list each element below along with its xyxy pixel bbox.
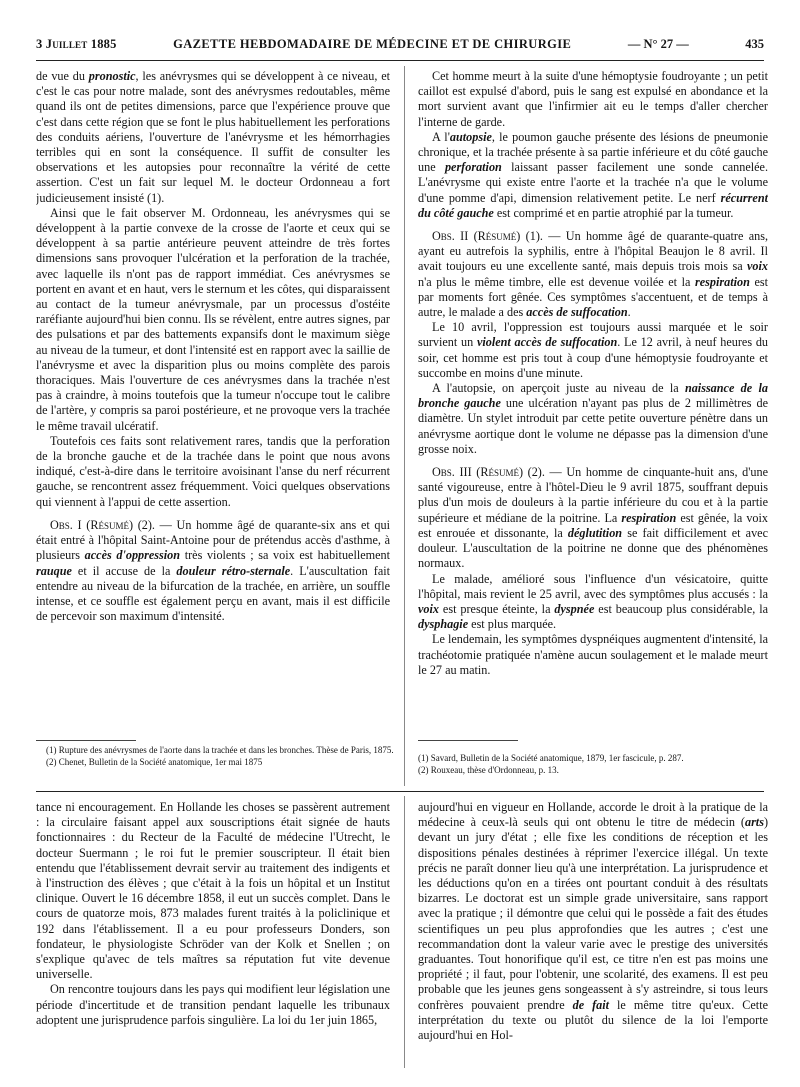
footnotes-top-right: [418, 752, 684, 776]
observation-3: Obs. III (Résumé) (2). — Un homme de cinquante-huit ans, d'une santé vigoureuse, entre à l'hôtel-Dieu le 9 avril 1875, souffrant depuis plus d'un mois de douleurs à la partie inférieure du cou et à la partie supérieure et médiane de la poitrine. La respiration est gênée, la voix est enrouée et dissonante, la déglutition se fait difficilement et avec douleur. L'auscultation de la poitrine ne donne que des phénomènes normaux.: [418, 465, 768, 571]
paragraph: aujourd'hui en vigueur en Hollande, accorde le droit à la pratique de la médecine à ceux-là seuls qui ont obtenu le titre de médecin (arts) devant un jury d'état ; elle fixe les conditions de réception et les dispositions pénales destinées à réprimer l'exercice illégal. Un texte précis ne paraît donner lieu qu'à une interprétation. La jurisprudence et les déductions qu'on en a tirées ont pourtant conduit à des résultats bizarres. Le doctorat est un simple grade universitaire, sans rapport avec la pratique ; il démontre que celui qui le possède a fait des études scientifiques un peu plus approfondies que les autres ; c'est une recommandation dont la valeur varie avec le prestige des universités graduantes. Tout honorifique qu'il est, ce titre n'en est pas moins une propriété ; il faut, pour l'obtenir, une scolarité, des examens. Il est peu probable que les jeunes gens songeassent à s'y astreindre, si tous leurs confrères pouvaient prendre de fait le même titre qu'eux. Cette interprétation du texte ou plutôt du silence de la loi l'emporte aujourd'hui en Hol-: [418, 800, 768, 1043]
footnote-rule: [418, 740, 518, 741]
footnote: (2) Chenet, Bulletin de la Société anatomique, 1er mai 1875: [46, 757, 263, 767]
paragraph: Le 10 avril, l'oppression est toujours aussi marquée et le soir survient un violent accès de suffocation. Le 12 avril, à neuf heures du soir, cet homme est pris tout à coup d'une hémoptysie foudroyante et succombe en moins d'une minute.: [418, 320, 768, 380]
header-rule: [36, 60, 764, 61]
article-column-top-right: [418, 69, 768, 737]
article-column-top-left: [36, 69, 390, 737]
paragraph: On rencontre toujours dans les pays qui modifient leur législation une période d'incertitude et de transition pendant laquelle les tribunaux adoptent une jurisprudence parfois singulière. La loi du 1er juin 1865,: [36, 982, 390, 1027]
column-divider-bottom: [404, 796, 405, 1068]
section-rule: [36, 791, 764, 792]
paragraph: de vue du pronostic, les anévrysmes qui se développent à ce niveau, et c'est le cas pour notre malade, sont des anévrysmes redoutables, même quand ils ont de petites dimensions, parce que l'expérience prouve que c'est dans cette région que se font le plus habituellement les perforations des conduits aériens, l'ouverture de l'anévrysme et les hémorrhagies terribles qui en sont la conséquence. Il suffit de consulter les observations et les autopsies pour reconnaître la vérité de cette assertion. C'est un fait sur lequel M. le docteur Ordonneau a fort judicieusement insisté (1).: [36, 69, 390, 205]
footnote: (1) Savard, Bulletin de la Société anatomique, 1879, 1er fascicule, p. 287.: [418, 753, 684, 763]
footnote-rule: [36, 740, 136, 741]
article-column-bottom-left: [36, 800, 390, 1068]
observation-1: Obs. I (Résumé) (2). — Un homme âgé de quarante-six ans et qui était entré à l'hôpital Saint-Antoine pour de prétendus accès d'asthme, à plusieurs accès d'oppression très violents ; sa voix est habituellement rauque et il accuse de la douleur rétro-sternale. L'auscultation fait entendre au niveau de la bifurcation de la trachée, en arrière, un souffle intense, et ce souffle est également perçu en avant, mais il est difficile de percevoir son maximum d'intensité.: [36, 517, 390, 624]
observation-2: Obs. II (Résumé) (1). — Un homme âgé de quarante-quatre ans, ayant eu autrefois la syphilis, entre à l'hôpital Beaujon le 8 avril. Il avait toujours eu une excellente santé, mais depuis trois mois sa voix n'a plus le même timbre, elle est devenue voilée et la respiration est par moments fort gênée. Ces symptômes s'accentuent, et de temps à autre, le malade a des accès de suffocation.: [418, 229, 768, 320]
footnotes-top-left: [46, 744, 394, 768]
paragraph: Cet homme meurt à la suite d'une hémoptysie foudroyante ; un petit caillot est expulsé d'abord, puis le sang est expulsé en abondance et la mort survient avant que l'infirmier ait eu le temps d'aller chercher l'interne de garde.: [418, 69, 768, 129]
paragraph: Le lendemain, les symptômes dyspnéiques augmentent d'intensité, la trachéotomie pratiquée n'amène aucun soulagement et le malade meurt le 27 au matin.: [418, 632, 768, 677]
issue-number: — N° 27 —: [627, 37, 689, 51]
paragraph: Ainsi que le fait observer M. Ordonneau, les anévrysmes qui se développent à la partie convexe de la crosse de l'aorte et ceux qui se développent à sa partie antérieure peuvent atteindre de très fortes dimensions sans provoquer l'ulcération et la perforation de la trachée, avec laquelle ils n'ont pas de rapport immédiat. Ces anévrysmes se portent en avant et en haut, vers le sternum et les côtes, qui disparaissent au contact de la tumeur anévrysmale, par un processus d'ostéite raréfiante aujourd'hui bien connu. Ils se révèlent, entre autres signes, par des pulsations et par des battements expansifs dont le maximum siège au niveau de la tumeur, et dont l'intensité est en rapport avec la saillie de l'anévrysme et avec la disparition plus ou moins complète des parois thoraciques. Mais l'ouverture de ces anévrysmes dans la trachée n'est pas à craindre, à moins toutefois que la tumeur n'occupe tout le calibre de l'artère, y compris sa paroi postérieure, et ne provoque vers la trachée le même travail ulcératif.: [36, 205, 390, 433]
issue-date: 3 Juillet 1885: [36, 37, 117, 51]
column-divider-top: [404, 66, 405, 786]
paragraph: Toutefois ces faits sont relativement rares, tandis que la perforation de la bronche gauche et de la trachée dans le point que nous avons indiqué, c'est-à-dire dans le territoire avoisinant l'anse du nerf récurrent gauche, se rencontrent assez fréquemment. Voici quelques observations qui viennent à l'appui de cette assertion.: [36, 433, 390, 509]
footnote: (2) Rouxeau, thèse d'Ordonneau, p. 13.: [418, 765, 559, 775]
paragraph: A l'autopsie, on aperçoit juste au niveau de la naissance de la bronche gauche une ulcération n'ayant pas plus de 2 millimètres de diamètre. Un stylet introduit par cette petite ouverture pénètre dans un anévrysme aortique dont le volume ne dépasse pas la dimension d'une grosse noix.: [418, 381, 768, 456]
page-header: [36, 37, 764, 55]
page-number: 435: [745, 37, 764, 51]
footnote: (1) Rupture des anévrysmes de l'aorte dans la trachée et dans les bronches. Thèse de Paris, 1875.: [46, 745, 394, 755]
article-column-bottom-right: [418, 800, 768, 1068]
paragraph: Le malade, amélioré sous l'influence d'un vésicatoire, quitte l'hôpital, mais revient le 25 avril, avec des symptômes plus accusés : la voix est presque éteinte, la dyspnée est beaucoup plus considérable, la dysphagie est plus marquée.: [418, 571, 768, 632]
paragraph: A l'autopsie, le poumon gauche présente des lésions de pneumonie chronique, et la trachée présente à sa partie inférieure et du côté gauche une perforation laissant passer facilement une sonde cannelée. L'anévrysme qui existe entre l'aorte et la trachée n'a que le volume d'une pomme d'api, dimension relativement petite. Le nerf récurrent du côté gauche est comprimé et en partie atrophié par la tumeur.: [418, 129, 768, 220]
journal-title: GAZETTE HEBDOMADAIRE DE MÉDECINE ET DE CHIRURGIE: [173, 37, 572, 51]
paragraph: tance ni encouragement. En Hollande les choses se passèrent autrement : la circulaire faisant appel aux souscriptions était signée de hauts fonctionnaires : du Recteur de la Faculté de médecine l'Utrecht, le docteur Suermann ; le roi fut le premier souscripteur. Il était bien entendu que l'établissement devrait servir au traitement des indigents et à l'instruction des élèves ; que c'était à la fois un hôpital et un Institut clinique. Ouvert le 16 décembre 1858, il eut un succès complet. Dans le cours de quatorze mois, 873 malades furent traités à la policlinique et 192 dans l'établissement. Il a eu pour professeurs Donders, son fondateur, le physiologiste Schröder van der Kolk et Snellen ; on s'explique qu'avec de tels maîtres sa réputation fut vite devenue universelle.: [36, 800, 390, 982]
